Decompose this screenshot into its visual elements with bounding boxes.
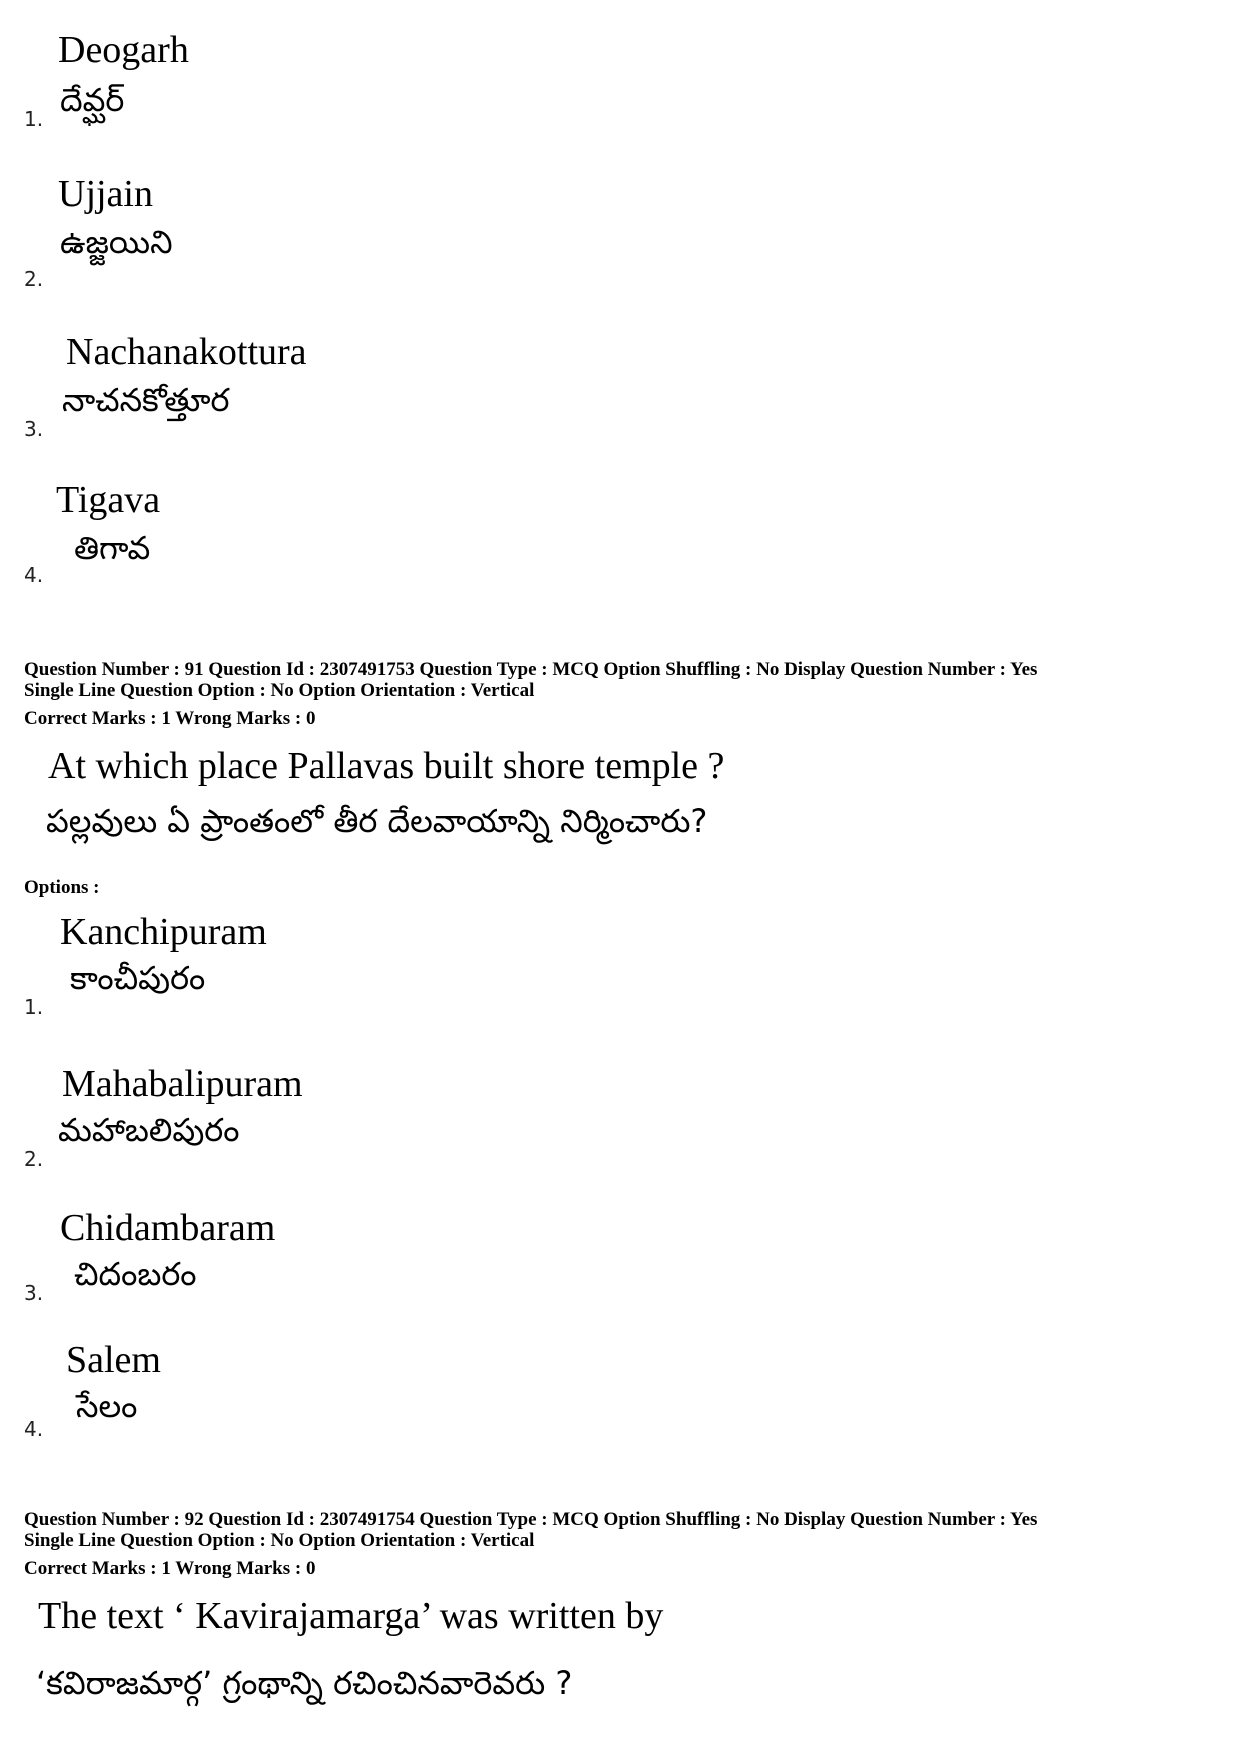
q92-meta-line2: Single Line Question Option : No Option Orientation : Vertical — [24, 1530, 535, 1551]
q91-option-4-number: 4. — [24, 1417, 44, 1441]
q91-option-3-number: 3. — [24, 1281, 44, 1305]
option-4-english: Tigava — [56, 479, 161, 521]
option-2-number: 2. — [24, 267, 44, 291]
q91-option-1-telugu: కాంచీపురం — [70, 959, 206, 997]
q91-meta-line2: Single Line Question Option : No Option Orientation : Vertical — [24, 680, 535, 701]
q91-question-english: At which place Pallavas built shore temple ? — [48, 745, 725, 787]
option-1-english: Deogarh — [58, 29, 189, 71]
q91-option-4-english: Salem — [66, 1339, 161, 1381]
q91-options-label: Options : — [24, 877, 100, 898]
q91-question-telugu: పల్లవులు ఏ ప్రాంతంలో తీర దేలవాయాన్ని నిర్మించారు? — [46, 802, 708, 840]
option-3-telugu: నాచనకోత్తూర — [62, 381, 230, 419]
option-2-telugu: ఉజ్జయిని — [60, 223, 173, 261]
option-4-number: 4. — [24, 563, 44, 587]
q91-option-2-number: 2. — [24, 1147, 44, 1171]
option-1-number: 1. — [24, 107, 44, 131]
q91-option-2-english: Mahabalipuram — [62, 1063, 303, 1105]
q91-meta-line1: Question Number : 91 Question Id : 2307491753 Question Type : MCQ Option Shuffling : No Display Question Number : Yes — [24, 659, 1038, 680]
option-3-number: 3. — [24, 417, 44, 441]
q91-marks: Correct Marks : 1 Wrong Marks : 0 — [24, 708, 316, 729]
q91-option-1-number: 1. — [24, 995, 44, 1019]
option-3-english: Nachanakottura — [66, 331, 307, 373]
q92-question-english: The text ‘ Kavirajamarga’ was written by — [38, 1595, 664, 1637]
option-2-english: Ujjain — [58, 173, 153, 215]
option-1-telugu: దేవ్ఘర్ — [60, 81, 125, 119]
q91-option-4-telugu: సేలం — [76, 1387, 138, 1425]
q91-option-3-telugu: చిదంబరం — [74, 1255, 197, 1293]
q91-option-2-telugu: మహాబలిపురం — [58, 1111, 240, 1149]
q92-marks: Correct Marks : 1 Wrong Marks : 0 — [24, 1558, 316, 1579]
q91-option-3-english: Chidambaram — [60, 1207, 276, 1249]
option-4-telugu: తిగావ — [74, 529, 151, 567]
q92-meta-line1: Question Number : 92 Question Id : 2307491754 Question Type : MCQ Option Shuffling : No Display Question Number : Yes — [24, 1509, 1038, 1530]
q91-option-1-english: Kanchipuram — [60, 911, 267, 953]
q92-question-telugu: ‘కవిరాజమార్గ’ గ్రంథాన్ని రచించినవారెవరు ? — [36, 1664, 573, 1702]
